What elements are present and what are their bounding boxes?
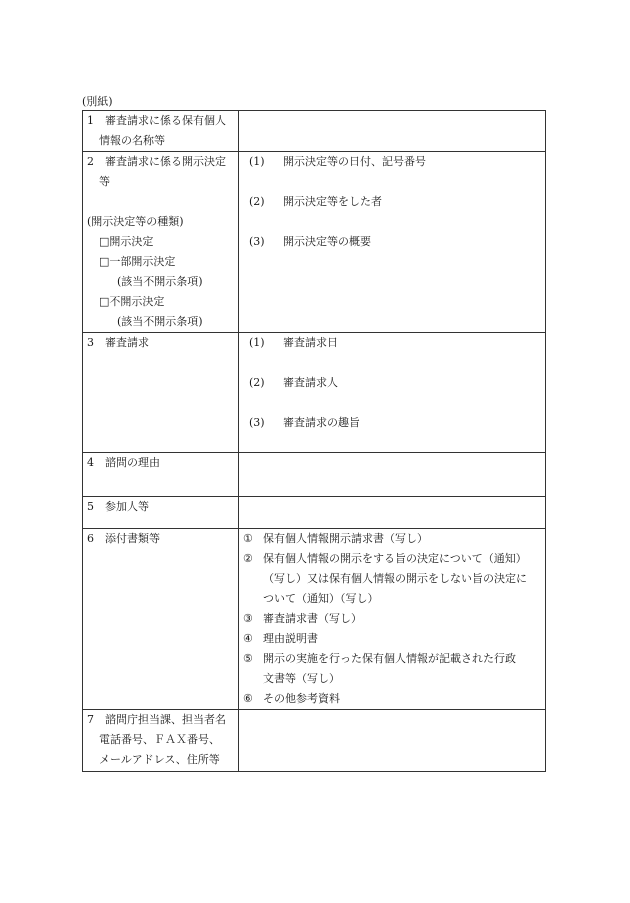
row-7-label-line-1: 7 諮問庁担当課、担当者名 <box>87 713 226 726</box>
row-5-label-cell <box>83 497 239 529</box>
row-2-label-line-1: 2 審査請求に係る開示決定 <box>87 155 226 168</box>
table-row-4 <box>83 453 546 497</box>
row-7-label-cell <box>83 710 239 772</box>
table-row-7 <box>83 710 546 772</box>
row-2-item-1: (1) 開示決定等の日付、記号番号 <box>249 155 426 168</box>
table-row-5 <box>83 497 546 529</box>
row-7-content-cell <box>239 710 546 772</box>
row-5-label-line-1: 5 参加人等 <box>87 500 149 513</box>
row-3-label-cell <box>83 333 239 453</box>
row-4-content-cell <box>239 453 546 497</box>
attachment-item-5-cont-1: 文書等（写し） <box>263 672 340 685</box>
attachment-item-6: ⑥ その他参考資料 <box>243 692 340 705</box>
row-2-content-cell <box>239 152 546 333</box>
attachment-item-2-cont-2: ついて（通知）（写し） <box>263 592 379 605</box>
attachment-item-1: ① 保有個人情報開示請求書（写し） <box>243 532 428 545</box>
row-5-content-cell <box>239 497 546 529</box>
row-3-label-line-1: 3 審査請求 <box>87 336 149 349</box>
checkbox-full-disclosure: □開示決定 <box>99 235 154 248</box>
attachment-item-2: ② 保有個人情報の開示をする旨の決定について（通知） <box>243 552 527 565</box>
attachment-item-4: ④ 理由説明書 <box>243 632 318 645</box>
row-2-label-cell <box>83 152 239 333</box>
attachment-item-2-cont-1: （写し）又は保有個人情報の開示をしない旨の決定に <box>263 572 527 585</box>
table-row-1 <box>83 111 546 152</box>
applicable-nondisclosure-clause-1: (該当不開示条項) <box>117 275 203 288</box>
table-row-3 <box>83 333 546 453</box>
row-1-label-cell <box>83 111 239 152</box>
attachment-item-5: ⑤ 開示の実施を行った保有個人情報が記載された行政 <box>243 652 516 665</box>
table-row-6 <box>83 529 546 710</box>
table-row-2 <box>83 152 546 333</box>
row-2-label-line-2: 等 <box>99 175 110 188</box>
row-3-content-cell <box>239 333 546 453</box>
row-2-item-3: (3) 開示決定等の概要 <box>249 235 371 248</box>
consultation-form-table <box>82 110 546 772</box>
row-4-label-cell <box>83 453 239 497</box>
attachment-item-3: ③ 審査請求書（写し） <box>243 612 362 625</box>
row-2-spacer <box>83 192 238 212</box>
row-1-content-cell <box>239 111 546 152</box>
row-3-item-1: (1) 審査請求日 <box>249 336 338 349</box>
disclosure-type-heading: (開示決定等の種類) <box>87 215 184 228</box>
row-6-label-cell <box>83 529 239 710</box>
row-3-item-3: (3) 審査請求の趣旨 <box>249 416 360 429</box>
row-1-label-line-1: 1 審査請求に係る保有個人 <box>87 114 226 127</box>
row-7-label-line-2: 電話番号、ＦＡＸ番号、 <box>99 733 220 746</box>
row-1-label-line-2: 情報の名称等 <box>99 134 165 147</box>
row-2-item-2: (2) 開示決定等をした者 <box>249 195 382 208</box>
checkbox-nondisclosure: □不開示決定 <box>99 295 165 308</box>
row-7-label-line-3: メールアドレス、住所等 <box>99 753 220 766</box>
checkbox-partial-disclosure: □一部開示決定 <box>99 255 176 268</box>
row-3-item-2: (2) 審査請求人 <box>249 376 338 389</box>
row-6-label-line-1: 6 添付書類等 <box>87 532 160 545</box>
row-6-content-cell <box>239 529 546 710</box>
row-4-label-line-1: 4 諮問の理由 <box>87 456 160 469</box>
attachment-label: (別紙) <box>82 95 113 108</box>
applicable-nondisclosure-clause-2: (該当不開示条項) <box>117 315 203 328</box>
